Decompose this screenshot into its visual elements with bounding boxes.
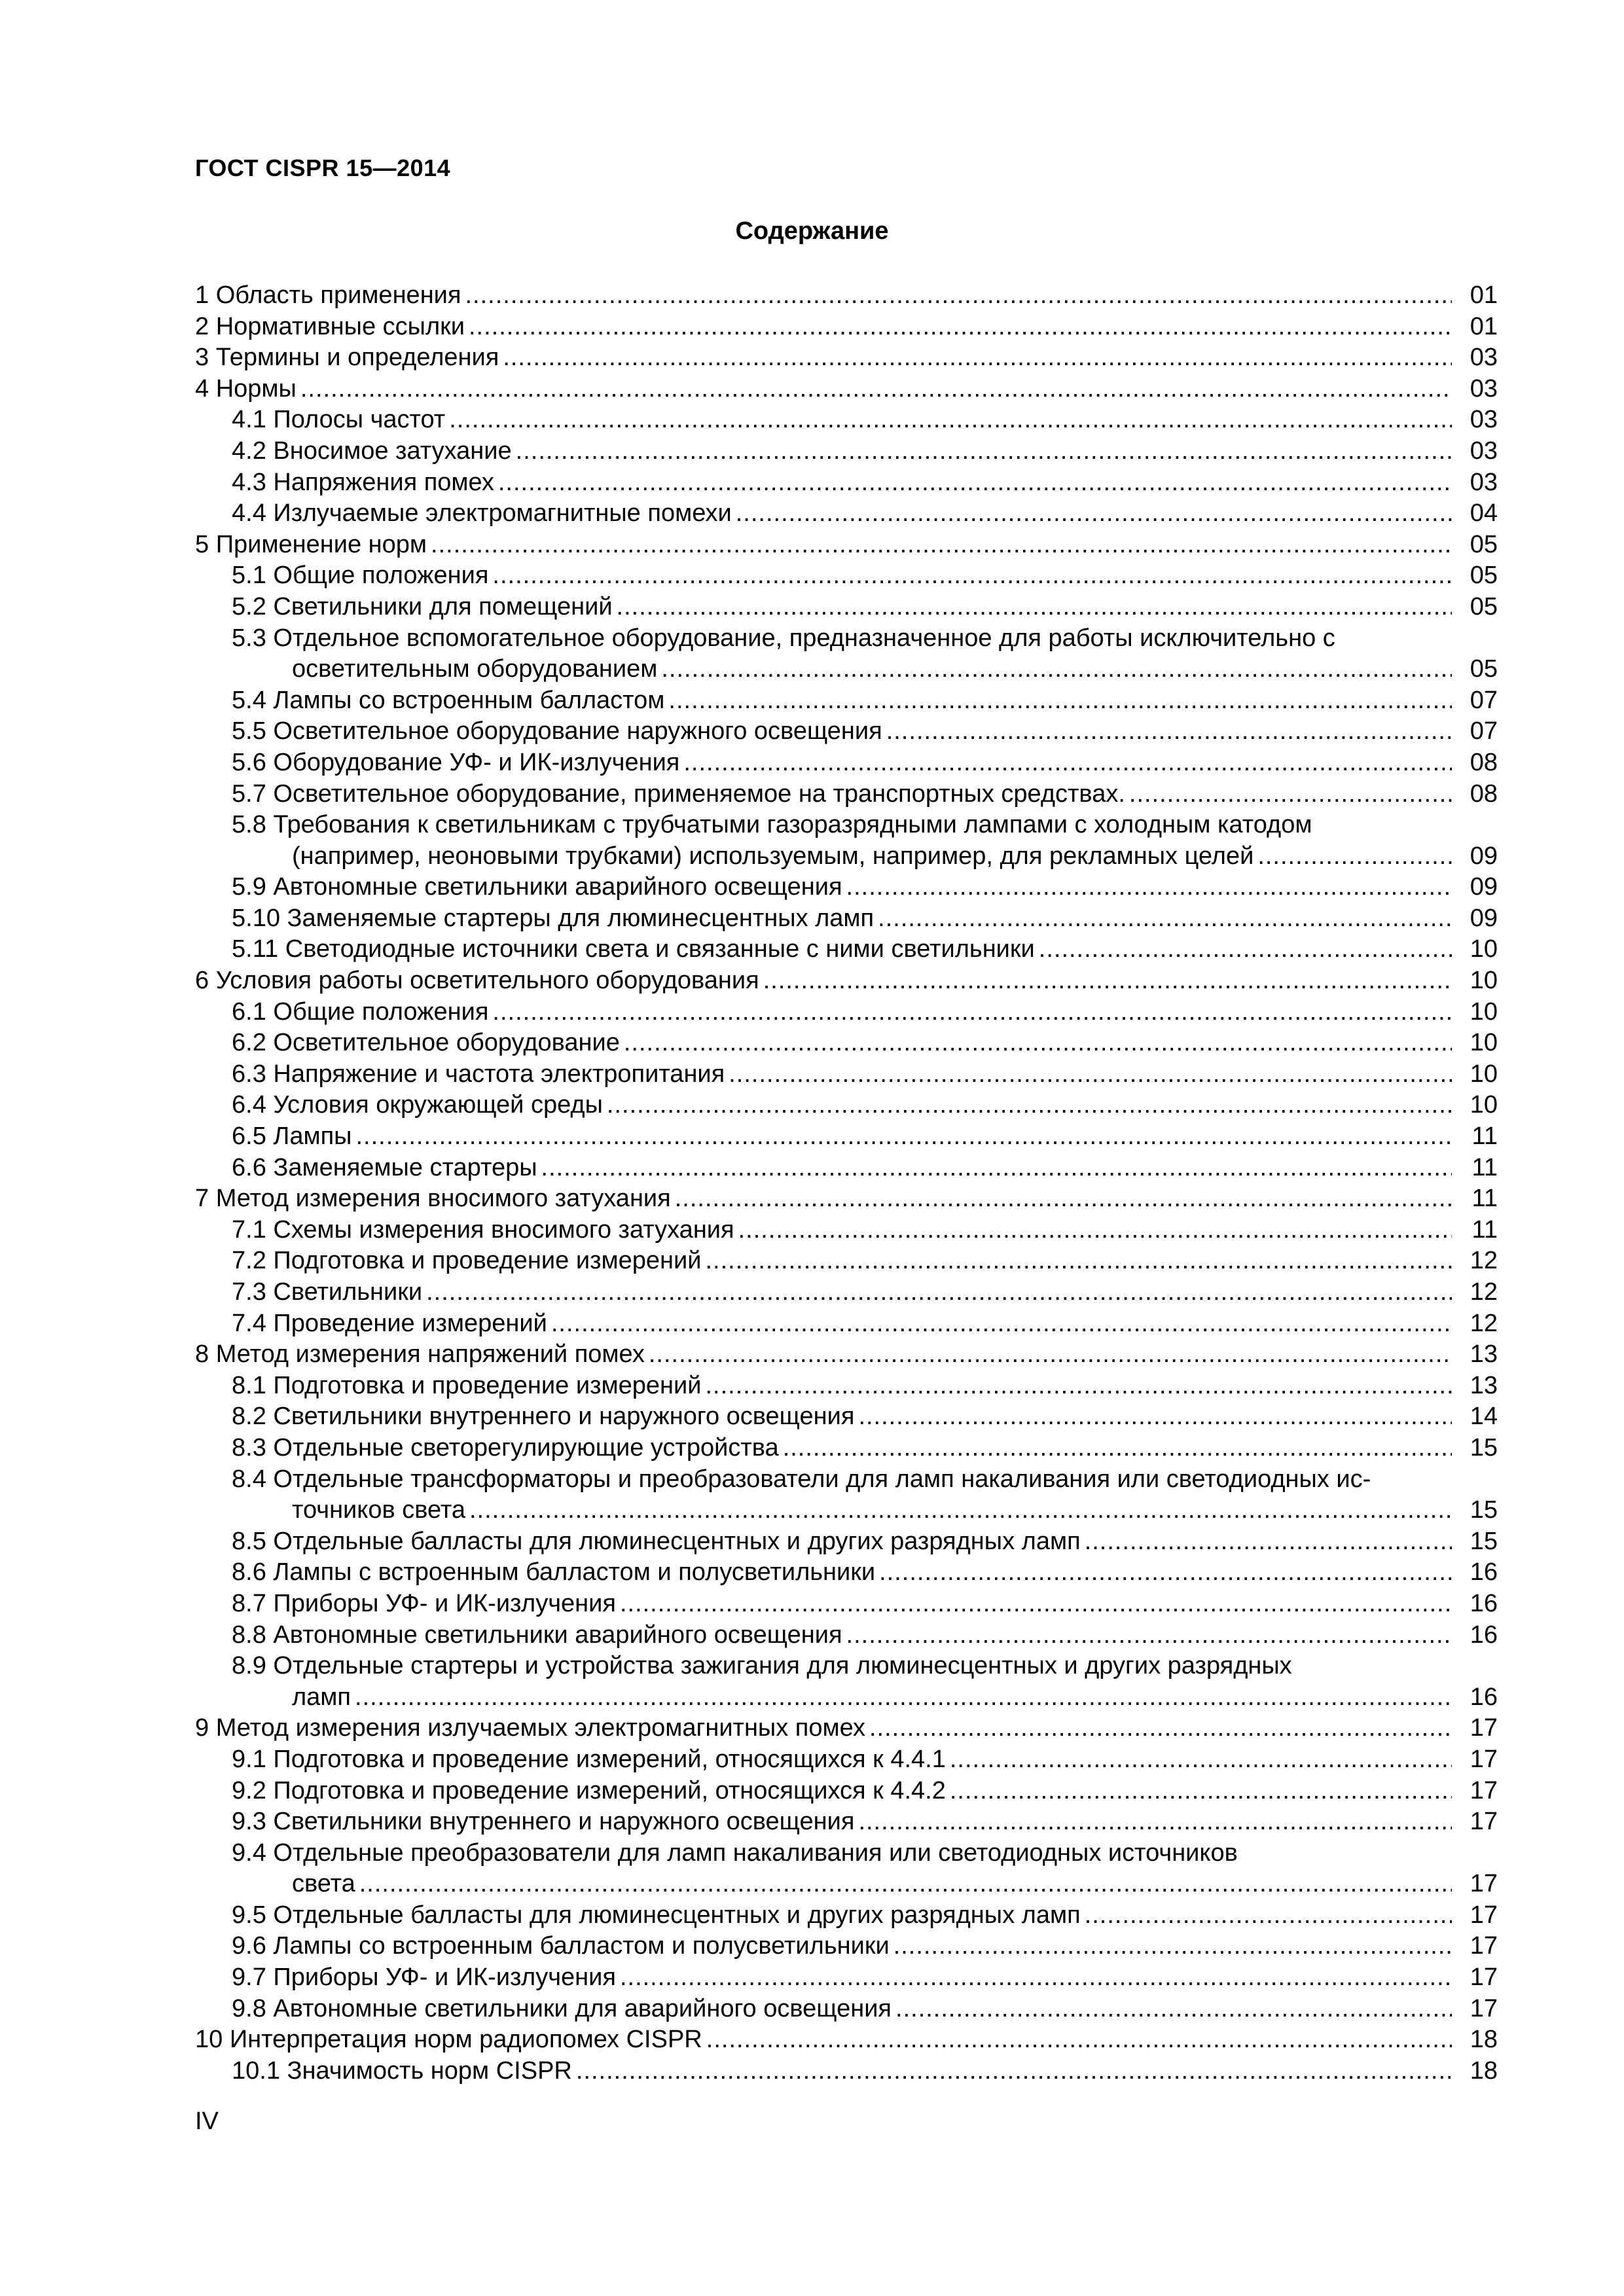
toc-entry-label: 5.10 Заменяемые стартеры для люминесцентных ламп [232,904,875,932]
toc-entry-text [232,1028,1452,1059]
toc-page-number: 17 [1470,1745,1498,1773]
toc-entry-label: 8.1 Подготовка и проведение измерений [232,1371,702,1399]
toc-dot-leader [469,1495,1452,1526]
toc-entry [195,1869,1498,1900]
toc-entry [195,1682,1498,1713]
toc-dot-leader [426,1277,1452,1308]
toc-page-number: 14 [1470,1403,1498,1431]
toc-entry-text [232,1931,1452,1962]
toc-page-number: 15 [1470,1496,1498,1524]
toc-page-number: 05 [1470,562,1498,590]
toc-entry [195,312,1498,343]
toc-dot-leader [431,529,1452,561]
toc-entry [195,404,1498,436]
page-number: IV [195,2108,219,2135]
toc-dot-leader [516,436,1452,467]
toc-dot-leader [492,997,1452,1028]
toc-dot-leader [624,1028,1452,1059]
toc-page-number: 17 [1470,1994,1498,2022]
toc-entry-text [292,654,1452,685]
toc-page-number: 11 [1471,1122,1498,1151]
toc-page-number: 01 [1470,312,1498,340]
toc-dot-leader [879,1557,1452,1588]
toc-entry [195,1215,1498,1246]
toc-dot-leader [736,498,1452,529]
toc-entry [195,1401,1498,1433]
toc-page-number: 16 [1470,1683,1498,1711]
toc-page-number: 10 [1470,967,1498,995]
toc-dot-leader [783,1433,1452,1464]
toc-entry-text [232,685,1452,717]
toc-entry-label: 3 Термины и определения [195,344,499,372]
toc-page-number: 04 [1470,499,1498,528]
toc-dot-leader [359,1869,1452,1900]
toc-dot-leader [886,716,1452,747]
toc-entry-text [232,1557,1452,1588]
toc-dot-leader [620,1962,1452,1994]
toc-entry-text [232,1588,1452,1620]
toc-page-number: 11 [1471,1215,1498,1244]
toc-entry-text [232,903,1452,935]
toc-entry-label: 9.5 Отдельные балласты для люминесцентных и других разрядных ламп [232,1901,1081,1929]
toc-entry [195,1900,1498,1931]
toc-entry [195,934,1498,965]
toc-entry [195,1246,1498,1277]
toc-entry-text [232,1464,1452,1496]
toc-entry-text [232,1153,1452,1184]
toc-entry-text [195,1339,1452,1371]
toc-entry-label: 2 Нормативные ссылки [195,312,465,340]
toc-entry-label: 9.2 Подготовка и проведение измерений, относящихся к 4.4.2 [232,1776,946,1804]
toc-dot-leader [1039,934,1452,965]
toc-entry-text [195,2024,1452,2056]
toc-dot-leader [300,374,1452,405]
toc-entry-label: 4.1 Полосы частот [232,406,446,434]
toc-page-number: 13 [1470,1371,1498,1399]
toc-page-number: 03 [1470,374,1498,403]
toc-dot-leader [541,1153,1452,1184]
toc-entry-label: 7 Метод измерения вносимого затухания [195,1185,671,1213]
toc-entry [195,529,1498,561]
toc-dot-leader [355,1121,1452,1153]
toc-entry [195,747,1498,779]
toc-page-number: 17 [1470,1964,1498,1992]
toc-entry-label: 7.4 Проведение измерений [232,1309,547,1337]
toc-page-number: 03 [1470,406,1498,434]
toc-dot-leader [893,1931,1452,1962]
toc-entry [195,280,1498,312]
toc-entry [195,1526,1498,1558]
toc-entry-label: 4.2 Вносимое затухание [232,437,512,465]
toc-entry-text [232,1900,1452,1931]
toc-entry-text [232,1744,1452,1776]
toc-dot-leader [449,404,1452,436]
toc-entry-label: 6 Условия работы осветительного оборудования [195,967,759,995]
toc-entry [195,1464,1498,1496]
toc-entry [195,1339,1498,1371]
toc-entry-label: 10 Интерпретация норм радиопомех CISPR [195,2026,702,2054]
toc-entry [195,2056,1498,2087]
toc-page-number: 17 [1470,1901,1498,1929]
toc-page-number: 01 [1470,281,1498,309]
toc-dot-leader [846,1620,1452,1651]
toc-entry-text [232,1838,1452,1869]
toc-dot-leader [649,1339,1452,1371]
toc-entry-label: 7.2 Подготовка и проведение измерений [232,1247,702,1275]
toc-entry-label: 7.3 Светильники [232,1278,423,1306]
toc-page-number: 03 [1470,344,1498,372]
toc-entry [195,1028,1498,1059]
toc-page-number: 08 [1470,780,1498,808]
toc-entry-label: 8.2 Светильники внутреннего и наружного освещения [232,1403,855,1431]
toc-page-number: 03 [1470,468,1498,496]
toc-dot-leader [617,592,1452,623]
toc-page-number: 05 [1470,530,1498,558]
toc-entry-text [195,312,1452,343]
toc-entry [195,560,1498,592]
toc-entry [195,841,1498,872]
toc-dot-leader [620,1588,1452,1620]
toc-entry-label: 8.4 Отдельные трансформаторы и преобразователи для ламп накаливания или светодиодных ис- [232,1465,1371,1493]
toc-page-number: 18 [1470,2026,1498,2054]
toc-dot-leader [895,1994,1452,2025]
toc-entry-text [292,841,1452,872]
toc-page-number: 12 [1470,1278,1498,1306]
toc-dot-leader [846,872,1452,903]
toc-entry [195,716,1498,747]
toc-entry-text [232,1371,1452,1402]
toc-entry-text [232,872,1452,903]
toc-entry-text [232,1776,1452,1807]
toc-entry [195,1776,1498,1807]
toc-page-number: 09 [1470,842,1498,870]
toc-dot-leader [1129,779,1452,810]
toc-page-number: 17 [1470,1776,1498,1804]
toc-entry-text [232,1806,1452,1838]
toc-entry [195,1308,1498,1340]
toc-entry [195,965,1498,997]
toc-entry-text [195,342,1452,374]
toc-dot-leader [706,2024,1452,2056]
toc-entry [195,1744,1498,1776]
toc-entry [195,779,1498,810]
toc-entry-text [292,1869,1452,1900]
toc-entry-text [232,1994,1452,2025]
toc-page-number: 17 [1470,1808,1498,1836]
toc-page-number: 12 [1470,1309,1498,1337]
toc-entry [195,872,1498,903]
toc-dot-leader [1085,1900,1452,1931]
toc-entry-label: 6.3 Напряжение и частота электропитания [232,1060,725,1088]
toc-dot-leader [950,1744,1452,1776]
toc-entry-text [232,1246,1452,1277]
toc-entry-text [195,1183,1452,1215]
toc-entry [195,1620,1498,1651]
toc-page-number: 10 [1470,935,1498,963]
toc-entry [195,903,1498,935]
toc-entry [195,1433,1498,1464]
toc-page-number: 10 [1470,1091,1498,1119]
toc-entry-label: 6.2 Осветительное оборудование [232,1029,620,1057]
toc-dot-leader [675,1183,1452,1215]
toc-entry-text [232,1090,1452,1121]
toc-entry [195,1090,1498,1121]
toc-entry [195,1371,1498,1402]
toc-entry-label: 10.1 Значимость норм CISPR [232,2056,572,2085]
toc-entry-label: 5.5 Осветительное оборудование наружного освещения [232,717,882,745]
toc-dot-leader [661,654,1452,685]
document-code: ГОСТ CISPR 15—2014 [195,154,451,181]
toc-dot-leader [668,685,1452,717]
toc-dot-leader [503,342,1452,374]
toc-entry-text [232,2056,1452,2087]
toc-entry-label: 5.1 Общие положения [232,562,489,590]
toc-entry [195,1557,1498,1588]
toc-dot-leader [492,560,1452,592]
toc-entry [195,1806,1498,1838]
toc-dot-leader [1085,1526,1452,1558]
toc-entry-text [195,1713,1452,1744]
toc-entry-label: 8.9 Отдельные стартеры и устройства зажигания для люминесцентных и других разрядных [232,1652,1292,1680]
toc-dot-leader [498,467,1452,499]
toc-entry [195,623,1498,655]
toc-entry-text [292,1682,1452,1713]
toc-page-number: 10 [1470,1060,1498,1088]
toc-entry-text [232,1433,1452,1464]
toc-dot-leader [950,1776,1452,1807]
toc-dot-leader [551,1308,1452,1340]
toc-entry-label: 8.8 Автономные светильники аварийного освещения [232,1621,842,1649]
toc-entry-text [232,1962,1452,1994]
toc-dot-leader [729,1059,1452,1090]
toc-entry-text [232,934,1452,965]
toc-page-number: 13 [1470,1340,1498,1369]
toc-entry-text [232,1401,1452,1433]
toc-entry [195,498,1498,529]
toc-dot-leader [576,2056,1452,2087]
toc-page-number: 11 [1471,1153,1498,1181]
toc-entry-text [232,592,1452,623]
toc-entry-label: осветительным оборудованием [292,655,658,683]
toc-dot-leader [355,1682,1452,1713]
toc-entry [195,654,1498,685]
toc-entry-text [232,779,1452,810]
toc-entry-label: 5.3 Отдельное вспомогательное оборудование, предназначенное для работы исключительно с [232,624,1335,652]
toc-page-number: 08 [1470,748,1498,776]
toc-dot-leader [705,1371,1452,1402]
toc-entry-label: 5.8 Требования к светильникам с трубчатыми газоразрядными лампами с холодным катодом [232,811,1312,839]
toc-entry-text [232,1215,1452,1246]
toc-page-number: 09 [1470,904,1498,932]
toc-dot-leader [878,903,1452,935]
toc-entry-label: 5.7 Осветительное оборудование, применяемое на транспортных средствах. [232,780,1125,808]
toc-page-number: 18 [1470,2056,1498,2085]
toc-entry-text [195,374,1452,405]
toc-entry [195,467,1498,499]
toc-entry-label: 5.11 Светодиодные источники света и связанные с ними светильники [232,935,1035,963]
toc-page-number: 15 [1470,1527,1498,1555]
toc-page-number: 15 [1470,1433,1498,1462]
toc-page-number: 10 [1470,997,1498,1026]
toc-entry-text [232,810,1452,841]
toc-entry-label: 8.6 Лампы с встроенным балластом и полусветильники [232,1558,876,1587]
toc-entry-label: 6.4 Условия окружающей среды [232,1091,603,1119]
toc-entry [195,2024,1498,2056]
toc-entry-label: 7.1 Схемы измерения вносимого затухания [232,1215,734,1244]
toc-entry-text [232,1121,1452,1153]
toc-dot-leader [858,1806,1452,1838]
toc-entry-label: 9 Метод измерения излучаемых электромагнитных помех [195,1714,865,1742]
toc-entry [195,1277,1498,1308]
toc-page-number: 07 [1470,686,1498,714]
toc-entry [195,1588,1498,1620]
toc-entry-label: 8.3 Отдельные светорегулирующие устройства [232,1433,779,1462]
toc-entry [195,436,1498,467]
toc-entry-text [232,623,1452,655]
toc-page-number: 03 [1470,437,1498,465]
toc-title: Содержание [735,217,889,245]
toc-page-number: 09 [1470,873,1498,901]
toc-entry-label: 9.8 Автономные светильники для аварийного освещения [232,1994,892,2022]
toc-entry [195,1651,1498,1682]
toc-entry-label: 5.9 Автономные светильники аварийного освещения [232,873,842,901]
toc-entry-text [195,965,1452,997]
toc-entry-label: 9.6 Лампы со встроенным балластом и полусветильники [232,1932,890,1960]
toc-entry-text [232,1620,1452,1651]
toc-page-number: 11 [1471,1185,1498,1213]
toc-dot-leader [858,1401,1452,1433]
toc-entry [195,1183,1498,1215]
toc-page-number: 17 [1470,1714,1498,1742]
toc-entry [195,1713,1498,1744]
toc-entry-label: 6.5 Лампы [232,1122,352,1151]
toc-dot-leader [869,1713,1452,1744]
toc-dot-leader [469,312,1452,343]
toc-entry-text [232,467,1452,499]
toc-page-number: 16 [1470,1621,1498,1649]
toc-page-number: 16 [1470,1558,1498,1587]
toc-entry-text [232,498,1452,529]
toc-entry [195,1121,1498,1153]
toc-entry-text [232,1277,1452,1308]
toc-entry [195,1962,1498,1994]
toc-entry [195,1059,1498,1090]
toc-entry [195,810,1498,841]
table-of-contents [195,280,1498,2087]
toc-entry-text [232,1059,1452,1090]
toc-entry-label: 5.4 Лампы со встроенным балластом [232,686,665,714]
toc-entry [195,685,1498,717]
toc-entry-label: (например, неоновыми трубками) используемым, например, для рекламных целей [292,842,1254,870]
toc-entry-label: 9.4 Отдельные преобразователи для ламп накаливания или светодиодных источников [232,1839,1238,1867]
toc-entry-label: 4.4 Излучаемые электромагнитные помехи [232,499,732,528]
toc-entry-label: 9.3 Светильники внутреннего и наружного освещения [232,1808,855,1836]
toc-page-number: 05 [1470,655,1498,683]
toc-entry-text [232,404,1452,436]
toc-entry-label: 9.7 Приборы УФ- и ИК-излучения [232,1964,616,1992]
toc-entry-text [292,1495,1452,1526]
toc-entry-text [232,997,1452,1028]
toc-entry-label: ламп [292,1683,352,1711]
toc-entry [195,997,1498,1028]
toc-entry [195,342,1498,374]
toc-entry-label: 8.5 Отдельные балласты для люминесцентных и других разрядных ламп [232,1527,1081,1555]
toc-entry-text [232,560,1452,592]
toc-page-number: 17 [1470,1870,1498,1898]
toc-entry [195,1994,1498,2025]
toc-entry-text [232,1651,1452,1682]
toc-dot-leader [705,1246,1452,1277]
toc-entry [195,1931,1498,1962]
toc-entry-text [232,436,1452,467]
toc-entry-text [195,280,1452,312]
toc-entry-label: 8 Метод измерения напряжений помех [195,1340,645,1369]
toc-entry [195,1153,1498,1184]
toc-entry-label: 6.6 Заменяемые стартеры [232,1153,537,1181]
toc-entry-label: точников света [292,1496,465,1524]
toc-entry-label: света [292,1870,355,1898]
toc-entry [195,592,1498,623]
toc-entry-label: 6.1 Общие положения [232,997,489,1026]
toc-entry-label: 8.7 Приборы УФ- и ИК-излучения [232,1589,616,1617]
toc-entry-text [195,529,1452,561]
toc-entry [195,374,1498,405]
toc-entry-label: 5.6 Оборудование УФ- и ИК-излучения [232,748,680,776]
toc-entry-text [232,716,1452,747]
toc-page-number: 07 [1470,717,1498,745]
toc-entry-text [232,747,1452,779]
toc-entry-text [232,1526,1452,1558]
toc-dot-leader [465,280,1452,312]
toc-page-number: 05 [1470,592,1498,620]
toc-entry-label: 5.2 Светильники для помещений [232,592,613,620]
toc-entry-label: 4.3 Напряжения помех [232,468,494,496]
toc-page-number: 10 [1470,1029,1498,1057]
toc-entry [195,1495,1498,1526]
toc-entry-label: 9.1 Подготовка и проведение измерений, относящихся к 4.4.1 [232,1745,946,1773]
toc-dot-leader [763,965,1452,997]
toc-page-number: 12 [1470,1247,1498,1275]
toc-dot-leader [607,1090,1452,1121]
toc-entry [195,1838,1498,1869]
toc-entry-label: 1 Область применения [195,281,461,309]
toc-page-number: 17 [1470,1932,1498,1960]
toc-dot-leader [1257,841,1452,872]
toc-page-number: 16 [1470,1589,1498,1617]
toc-entry-label: 5 Применение норм [195,530,427,558]
toc-entry-label: 4 Нормы [195,374,297,403]
toc-dot-leader [683,747,1452,779]
toc-dot-leader [738,1215,1452,1246]
toc-entry-text [232,1308,1452,1340]
